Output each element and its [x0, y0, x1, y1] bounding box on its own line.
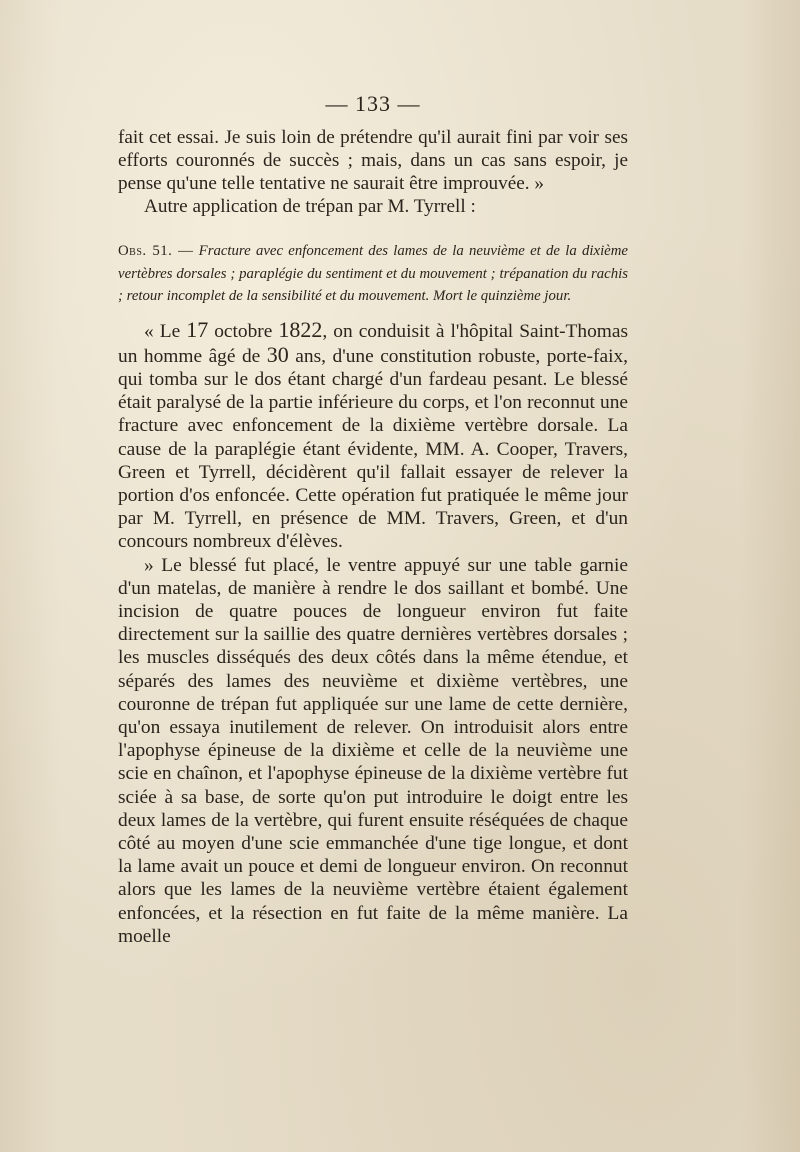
observation-title: Fracture avec enfoncement des lames de la neuvième et de la dixième vertèbres dorsales ; paraplégie du sentiment et du mouvement ; trépanation du rachis ; retour incomplet de la sensibilité et du mouvement. Mort le quinzième jour.: [118, 243, 628, 305]
intro-paragraph: fait cet essai. Je suis loin de prétendre qu'il aurait fini par voir ses efforts couronnés de succès ; mais, dans un cas sans espoir, je pense qu'une telle tentative ne saurait être improuvée. »: [118, 127, 628, 195]
case-paragraph-1-rest: ans, d'une constitution robuste, porte-faix, qui tomba sur le dos étant chargé d'un fardeau pesant. Le blessé était paralysé de la partie inférieure du corps, et l'on reconnut une fracture avec enfoncement de la dixième vertèbre dorsale. La cause de la paraplégie étant évidente, MM. A. Cooper, Travers, Green et Tyrrell, décidèrent qu'il fallait essayer de relever la portion d'os enfoncée. Cette opération fut pratiquée le même jour par M. Tyrrell, en présence de MM. Travers, Green, et d'un concours nombreux d'élèves.: [118, 345, 628, 553]
case-opening: « Le: [144, 320, 187, 342]
case-age: 30: [266, 341, 289, 367]
case-paragraph-1: [118, 318, 628, 554]
intro-next-line: Autre application de trépan par M. Tyrrell :: [144, 196, 476, 218]
case-month: octobre: [208, 320, 279, 342]
observation-heading: [118, 240, 628, 307]
case-day: 17: [186, 316, 209, 342]
case-paragraph-2: » Le blessé fut placé, le ventre appuyé sur une table garnie d'un matelas, de manière à rendre le dos saillant et bombé. Une incision de quatre pouces de longueur environ fut faite directement sur la saillie des quatre dernières vertèbres dorsales ; les muscles disséqués des deux côtés dans la même étendue, et séparés des lames des neuvième et dixième vertèbres, une couronne de trépan fut appliquée sur une lame de cette dernière, qu'on essaya inutilement de relever. On introduisit alors entre l'apophyse épineuse de la dixième et celle de la neuvième une scie en chaînon, et l'apophyse épineuse de la dixième vertèbre fut sciée à sa base, de sorte qu'on put introduire le doigt entre les deux lames de la vertèbre, qui furent ensuite réséquées de chaque côté au moyen d'une scie emmanchée d'une tige longue, et dont la lame avait un pouce et demi de longueur environ. On reconnut alors que les lames de la neuvième vertèbre étaient également enfoncées, et la résection en fut faite de la même manière. La moelle: [118, 554, 628, 947]
observation-label: Obs. 51. —: [118, 243, 194, 260]
page-number: — 133 —: [325, 91, 421, 116]
case-year: 1822: [278, 316, 323, 342]
page-content: [118, 88, 628, 948]
case-after-year: , on conduisit à l'hôpital Saint-Thomas un homme âgé de: [118, 320, 629, 367]
